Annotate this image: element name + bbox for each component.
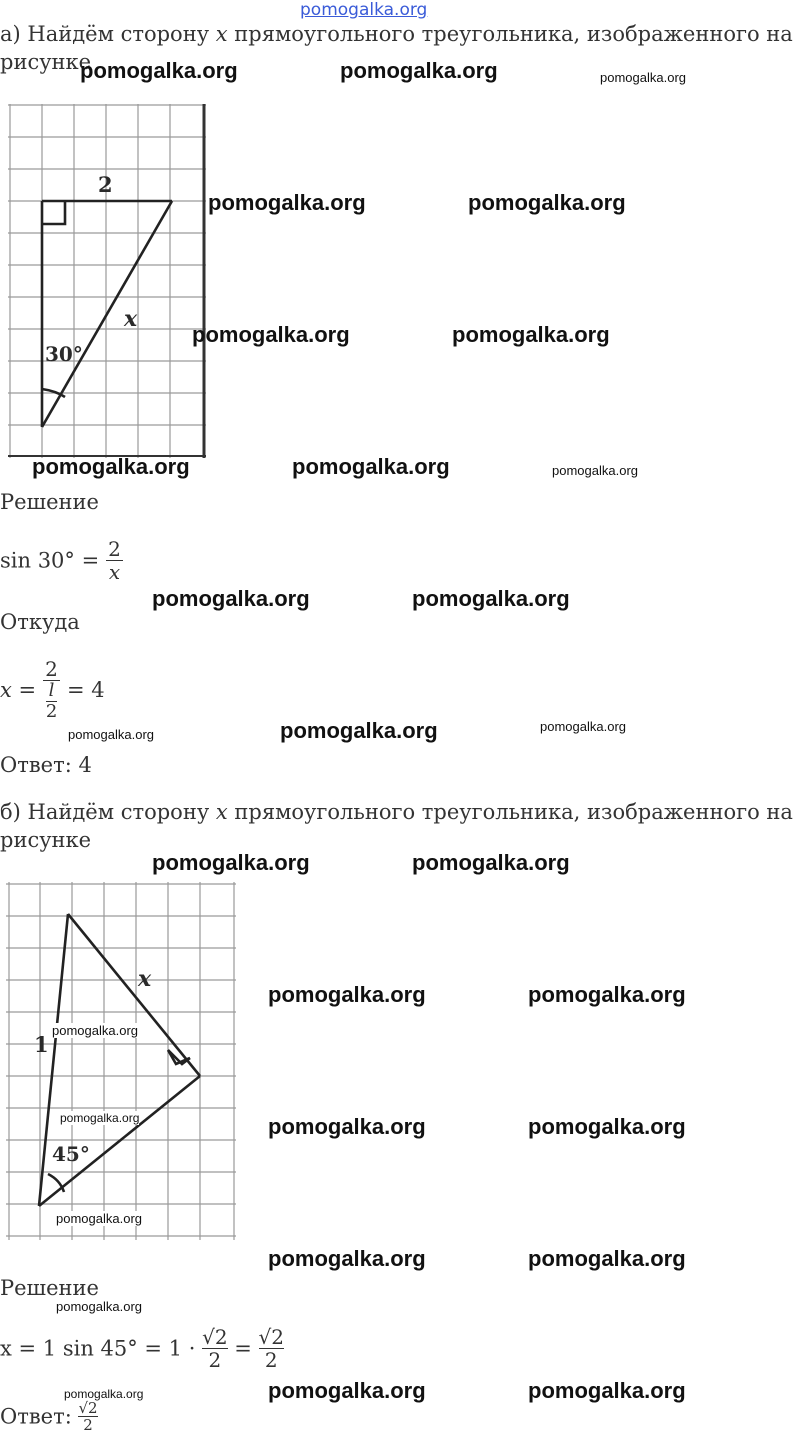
part-a-eq1-fraction bbox=[106, 538, 123, 583]
watermark: pomogalka.org bbox=[552, 463, 638, 478]
watermark: pomogalka.org bbox=[412, 586, 570, 611]
part-a-eq2-den-den: 2 bbox=[45, 701, 58, 722]
figure-a-hyp-label: x bbox=[124, 306, 138, 332]
part-a-eq1-num: 2 bbox=[108, 537, 121, 561]
part-b-answer-label: Ответ: bbox=[0, 1404, 72, 1429]
part-a-prompt-pre: а) Найдём сторону bbox=[0, 22, 216, 46]
watermark: pomogalka.org bbox=[32, 454, 190, 479]
figure-b-hyp-label: x bbox=[138, 966, 152, 992]
part-b-eq-num: √2 bbox=[202, 1325, 228, 1349]
part-b-eq2-den: 2 bbox=[259, 1348, 284, 1371]
part-b-answer bbox=[0, 1400, 98, 1433]
watermark: pomogalka.org bbox=[52, 1023, 138, 1038]
watermark: pomogalka.org bbox=[268, 982, 426, 1007]
site-top-link[interactable]: pomogalka.org bbox=[300, 0, 428, 20]
part-a-equation-2 bbox=[0, 658, 105, 722]
part-a-answer-value: 4 bbox=[78, 753, 92, 777]
part-b-eq-den: 2 bbox=[202, 1348, 227, 1371]
watermark: pomogalka.org bbox=[60, 1111, 140, 1125]
watermark: pomogalka.org bbox=[340, 58, 498, 83]
part-a-prompt-post: прямоугольного треугольника, изображенного на bbox=[227, 22, 793, 46]
figure-b-side-label: 1 bbox=[34, 1032, 49, 1057]
part-b-prompt-pre: б) Найдём сторону bbox=[0, 800, 216, 824]
watermark: pomogalka.org bbox=[80, 58, 238, 83]
part-a-eq2-num: 2 bbox=[45, 657, 58, 681]
watermark: pomogalka.org bbox=[528, 1378, 686, 1403]
part-a-eq2-fraction bbox=[43, 658, 60, 722]
part-a-prompt-line2: рисунке bbox=[0, 50, 92, 74]
watermark: pomogalka.org bbox=[56, 1299, 142, 1314]
part-a-answer bbox=[0, 753, 92, 777]
part-a-equation-1 bbox=[0, 538, 123, 583]
part-a-eq2-lhs: x = bbox=[0, 678, 37, 702]
figure-a-angle-label: 30° bbox=[45, 342, 83, 366]
watermark: pomogalka.org bbox=[540, 719, 626, 734]
part-a-answer-label: Ответ: bbox=[0, 753, 72, 777]
watermark: pomogalka.org bbox=[152, 586, 310, 611]
part-b-eq-fraction-1 bbox=[202, 1326, 227, 1371]
part-b-prompt-post: прямоугольного треугольника, изображенного на bbox=[227, 800, 793, 824]
part-a-whence: Откуда bbox=[0, 610, 80, 634]
figure-a-side-label: 2 bbox=[98, 172, 113, 197]
part-a-eq2-den-num: l bbox=[48, 680, 55, 701]
part-b-eq-mid: = bbox=[234, 1336, 252, 1361]
watermark: pomogalka.org bbox=[56, 1211, 142, 1226]
part-b-answer-num: √2 bbox=[78, 1399, 98, 1417]
part-b-answer-den: 2 bbox=[78, 1416, 97, 1433]
figure-a-diagram bbox=[8, 102, 210, 460]
part-a-solution-heading: Решение bbox=[0, 490, 99, 514]
part-a-eq2-den bbox=[43, 680, 60, 722]
watermark: pomogalka.org bbox=[412, 850, 570, 875]
watermark: pomogalka.org bbox=[152, 850, 310, 875]
part-a-eq1-den: x bbox=[106, 560, 123, 583]
watermark: pomogalka.org bbox=[268, 1114, 426, 1139]
watermark: pomogalka.org bbox=[528, 982, 686, 1007]
watermark: pomogalka.org bbox=[268, 1378, 426, 1403]
part-b-eq-lhs: x = 1 sin 45° = 1 · bbox=[0, 1336, 196, 1361]
part-b-prompt-line1 bbox=[0, 800, 793, 824]
watermark: pomogalka.org bbox=[280, 718, 438, 743]
watermark: pomogalka.org bbox=[468, 190, 626, 215]
part-a-eq1-lhs: sin 30° = bbox=[0, 548, 100, 573]
watermark: pomogalka.org bbox=[64, 1387, 144, 1401]
part-b-prompt-line2: рисунке bbox=[0, 828, 92, 852]
part-b-solution-heading: Решение bbox=[0, 1276, 99, 1300]
part-b-answer-fraction bbox=[78, 1400, 97, 1433]
watermark: pomogalka.org bbox=[292, 454, 450, 479]
watermark: pomogalka.org bbox=[528, 1114, 686, 1139]
part-b-eq-fraction-2 bbox=[259, 1326, 284, 1371]
watermark: pomogalka.org bbox=[192, 322, 350, 347]
part-a-eq2-rhs: = 4 bbox=[66, 678, 105, 702]
part-b-equation bbox=[0, 1326, 284, 1371]
part-a-prompt-line1 bbox=[0, 22, 793, 46]
watermark: pomogalka.org bbox=[68, 727, 154, 742]
watermark: pomogalka.org bbox=[600, 70, 686, 85]
watermark: pomogalka.org bbox=[528, 1246, 686, 1271]
watermark: pomogalka.org bbox=[268, 1246, 426, 1271]
part-b-prompt-var: x bbox=[215, 800, 228, 824]
part-b-eq2-num: √2 bbox=[258, 1325, 285, 1349]
part-a-prompt-var: x bbox=[215, 22, 228, 46]
figure-b-diagram bbox=[6, 880, 238, 1244]
watermark: pomogalka.org bbox=[208, 190, 366, 215]
watermark: pomogalka.org bbox=[452, 322, 610, 347]
figure-b-angle-label: 45° bbox=[52, 1142, 90, 1166]
